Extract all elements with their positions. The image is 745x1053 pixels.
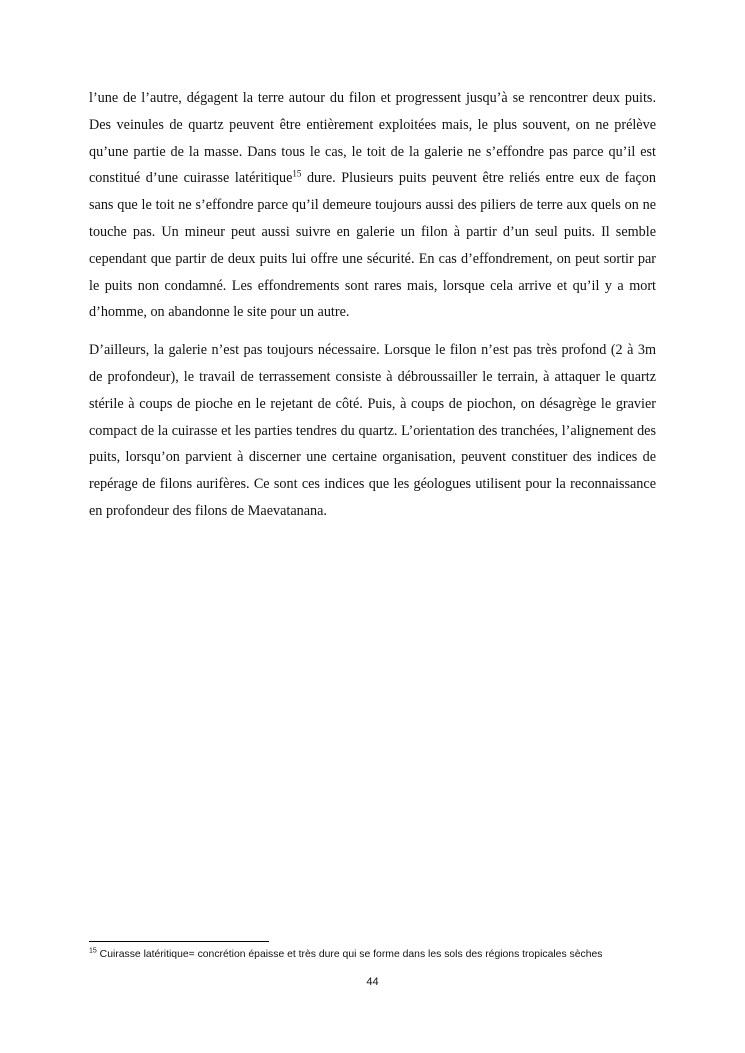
body-text	[89, 85, 656, 536]
footnote-number: 15	[89, 947, 97, 955]
page-number: 44	[366, 976, 379, 988]
footnote-separator	[89, 941, 269, 942]
footnote	[89, 948, 689, 962]
paragraph-1	[89, 85, 656, 326]
footnote-reference[interactable]: 15	[292, 168, 302, 179]
paragraph-2: D’ailleurs, la galerie n’est pas toujours nécessaire. Lorsque le filon n’est pas très profond (2 à 3m de profondeur), le travail de terrassement consiste à débroussailler le terrain, à attaquer le quartz stérile à coups de pioche en le rejetant de côté. Puis, à coups de piochon, on désagrège le gravier compact de la cuirasse et les parties tendres du quartz. L’orientation des tranchées, l’alignement des puits, lorsqu’on parvient à discerner une certaine organisation, peuvent constituer des indices de repérage de filons aurifères. Ce sont ces indices que les géologues utilisent pour la reconnaissance en profondeur des filons de Maevatanana.	[89, 342, 656, 519]
paragraph-1-text-end: dure. Plusieurs puits peuvent être reliés entre eux de façon sans que le toit ne s’effondre parce qu’il demeure toujours aussi des piliers de terre aux quels on ne touche pas. Un mineur peut aussi suivre en galerie un filon à partir d’un seul puits. Il semble cependant que partir de deux puits lui offre une sécurité. En cas d’effondrement, on peut sortir par le puits non condamné. Les effondrements sont rares mais, lorsque cela arrive et qu’il y a mort d’homme, on abandonne le site pour un autre.	[89, 170, 656, 321]
footnote-text: Cuirasse latéritique= concrétion épaisse et très dure qui se forme dans les sols des régions tropicales sèches	[96, 949, 603, 960]
paragraph-1-text-start: l’une de l’autre, dégagent la terre autour du filon et progressent jusqu’à se rencontrer deux puits. Des veinules de quartz peuvent être entièrement exploitées mais, le plus souvent, on ne prélève qu’une partie de la masse. Dans tous le cas, le toit de la galerie ne s’effondre pas parce qu’il est constitué d’une cuirasse latéritique	[89, 90, 656, 187]
